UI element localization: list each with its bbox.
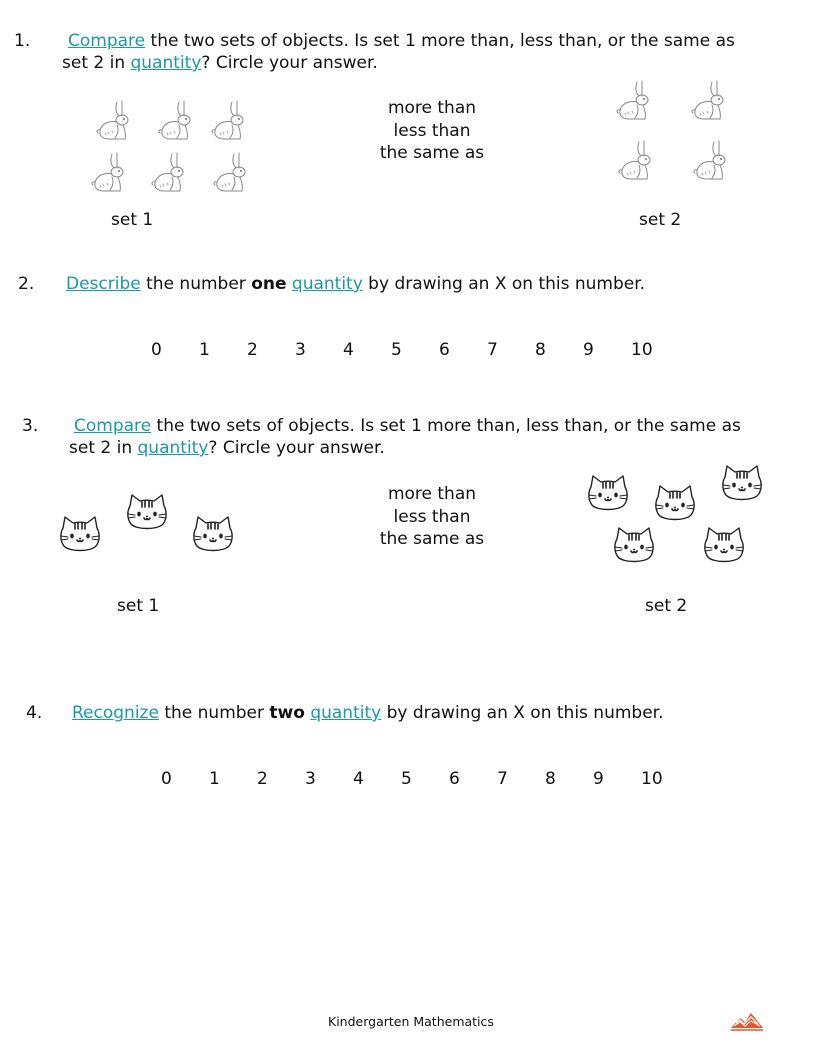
q1-compare-link[interactable]: Compare — [68, 31, 146, 51]
q3-choice-same[interactable]: the same as — [379, 529, 485, 549]
q3-line1 — [74, 415, 741, 437]
q3-choice-less[interactable]: less than — [393, 506, 471, 527]
q4-bold-two: two — [269, 703, 305, 723]
cat-face-icon — [702, 525, 746, 565]
rabbit-icon — [95, 98, 135, 143]
q3-line2b: ? Circle your answer. — [208, 438, 385, 458]
q3-set1-group — [58, 492, 238, 557]
cat-face-icon — [191, 514, 235, 554]
q3-text1: the two sets of objects. Is set 1 more than, less than, or the same as — [151, 416, 741, 436]
q1-line2b: ? Circle your answer. — [201, 53, 378, 73]
q4-number-10[interactable]: 10 — [641, 769, 663, 789]
q2-number-5[interactable]: 5 — [391, 340, 402, 360]
q2-bold-one: one — [251, 274, 287, 294]
q1-line2a: set 2 in — [62, 53, 131, 73]
cat-face-icon — [653, 483, 697, 523]
rabbit-icon — [210, 98, 250, 143]
q2-number-1[interactable]: 1 — [199, 340, 210, 360]
q3-quantity-link[interactable]: quantity — [137, 438, 209, 458]
q1-choice-same[interactable]: the same as — [379, 143, 485, 163]
q4-number-5[interactable]: 5 — [401, 769, 412, 789]
q2-text-a: the number — [140, 274, 252, 294]
q4-number: 4. — [26, 703, 43, 723]
rabbit-icon — [690, 78, 730, 123]
q3-choices — [342, 483, 522, 551]
q2-number-4[interactable]: 4 — [343, 340, 354, 360]
q4-text-a: the number — [158, 703, 270, 723]
rabbit-icon — [617, 138, 657, 183]
rabbit-icon — [157, 98, 197, 143]
q1-line1 — [68, 30, 735, 52]
q2-line — [66, 273, 645, 295]
q4-text-c: by drawing an X on this number. — [381, 703, 664, 723]
cat-face-icon — [720, 463, 764, 503]
cat-face-icon — [586, 473, 630, 513]
q2-number-9[interactable]: 9 — [583, 340, 594, 360]
q1-set2-label: set 2 — [639, 210, 682, 230]
q2-number: 2. — [18, 274, 35, 294]
q4-number-2[interactable]: 2 — [257, 769, 268, 789]
mountain-logo-icon — [730, 1010, 764, 1032]
q2-number-2[interactable]: 2 — [247, 340, 258, 360]
q3-set2-label: set 2 — [645, 596, 688, 616]
q3-line2a: set 2 in — [69, 438, 138, 458]
cat-face-icon — [125, 492, 169, 532]
rabbit-icon — [150, 150, 190, 195]
q2-number-6[interactable]: 6 — [439, 340, 450, 360]
q4-number-4[interactable]: 4 — [353, 769, 364, 789]
q1-choice-more[interactable]: more than — [387, 98, 477, 118]
q3-line2 — [69, 437, 385, 459]
q1-text1: the two sets of objects. Is set 1 more than, less than, or the same as — [145, 31, 735, 51]
q3-set1-label: set 1 — [117, 596, 160, 616]
q4-line — [72, 702, 664, 724]
q2-number-7[interactable]: 7 — [487, 340, 498, 360]
q1-set2-group — [615, 78, 735, 188]
q2-number-3[interactable]: 3 — [295, 340, 306, 360]
q2-number-0[interactable]: 0 — [151, 340, 162, 360]
q2-number-line — [0, 340, 816, 364]
rabbit-icon — [615, 78, 655, 123]
q4-recognize-link[interactable]: Recognize — [72, 703, 159, 723]
q1-choices — [342, 97, 522, 165]
q1-number: 1. — [14, 31, 31, 51]
q4-number-7[interactable]: 7 — [497, 769, 508, 789]
q4-number-6[interactable]: 6 — [449, 769, 460, 789]
q4-number-9[interactable]: 9 — [593, 769, 604, 789]
q4-number-3[interactable]: 3 — [305, 769, 316, 789]
cat-face-icon — [58, 514, 102, 554]
q3-number: 3. — [22, 416, 39, 436]
rabbit-icon — [692, 138, 732, 183]
rabbit-icon — [90, 150, 130, 195]
q1-quantity-link[interactable]: quantity — [130, 53, 202, 73]
q2-number-8[interactable]: 8 — [535, 340, 546, 360]
q3-set2-group — [586, 463, 766, 568]
q2-number-10[interactable]: 10 — [631, 340, 653, 360]
q4-number-line — [0, 769, 816, 793]
q2-describe-link[interactable]: Describe — [66, 274, 141, 294]
q4-number-0[interactable]: 0 — [161, 769, 172, 789]
q1-set1-label: set 1 — [111, 210, 154, 230]
q2-text-c: by drawing an X on this number. — [362, 274, 646, 294]
q4-quantity-link[interactable]: quantity — [310, 703, 382, 723]
q2-quantity-link[interactable]: quantity — [291, 274, 363, 294]
footer-text: Kindergarten Mathematics — [328, 1014, 494, 1029]
q1-choice-less[interactable]: less than — [393, 120, 471, 141]
q4-number-1[interactable]: 1 — [209, 769, 220, 789]
q1-line2 — [62, 52, 378, 74]
q3-compare-link[interactable]: Compare — [74, 416, 152, 436]
q4-number-8[interactable]: 8 — [545, 769, 556, 789]
q3-choice-more[interactable]: more than — [387, 484, 477, 504]
rabbit-icon — [212, 150, 252, 195]
cat-face-icon — [612, 525, 656, 565]
q1-set1-group — [95, 98, 255, 198]
